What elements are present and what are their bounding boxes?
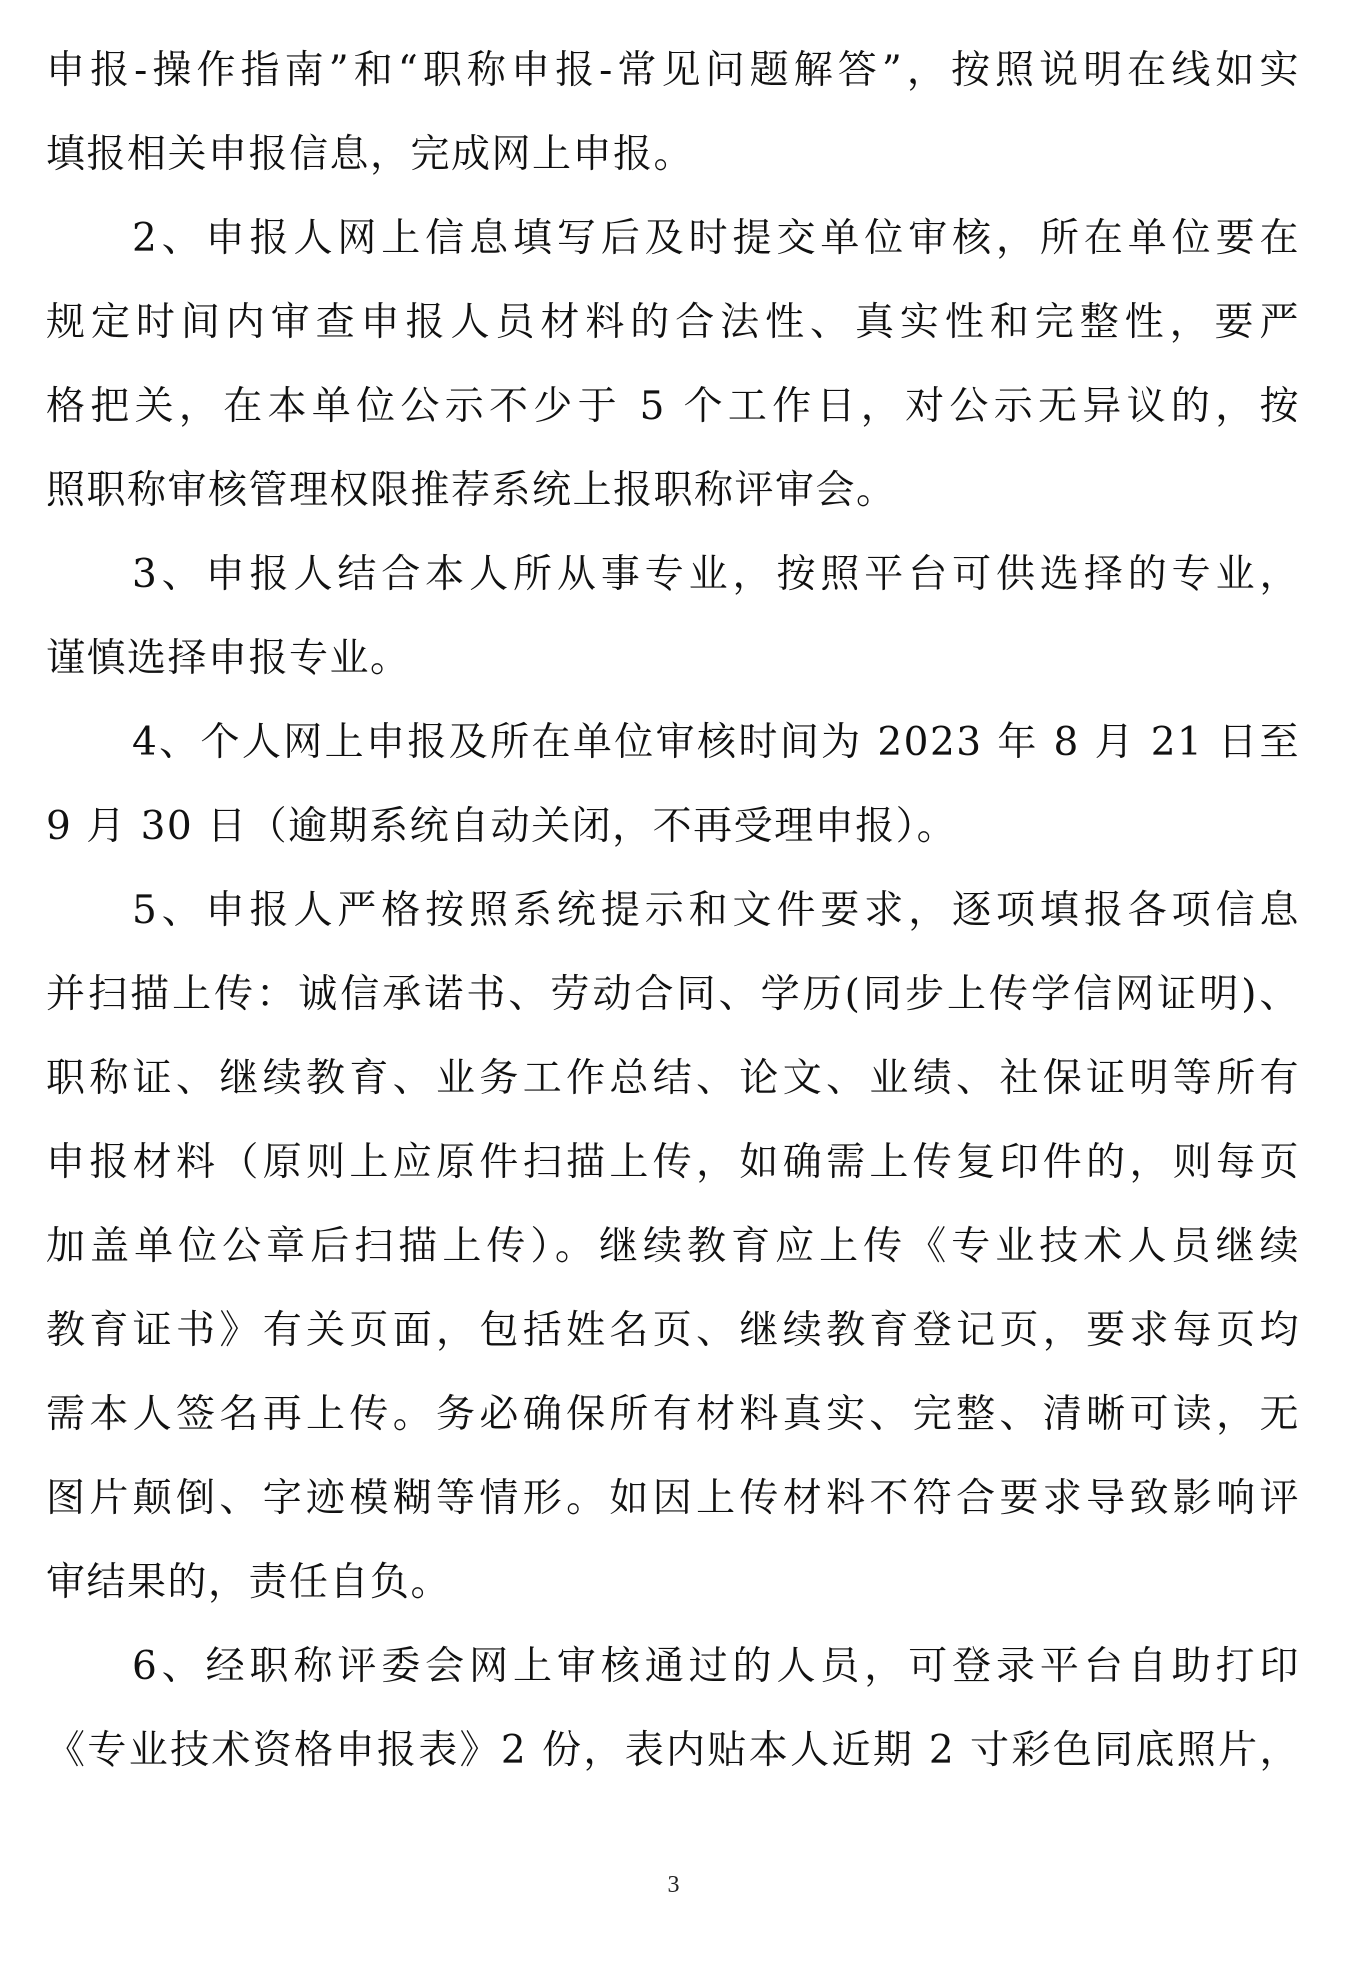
text-line: 职称证、继续教育、业务工作总结、论文、业绩、社保证明等所有 — [46, 1056, 1300, 1101]
text-line: 谨慎选择申报专业。 — [46, 636, 411, 681]
text-line: 需本人签名再上传。务必确保所有材料真实、完整、清晰可读，无 — [46, 1392, 1300, 1437]
text-line: 图片颠倒、字迹模糊等情形。如因上传材料不符合要求导致影响评 — [46, 1476, 1300, 1521]
text-line: 《专业技术资格申报表》2 份，表内贴本人近期 2 寸彩色同底照片， — [46, 1728, 1300, 1773]
paragraph-5-start: 5、申报人严格按照系统提示和文件要求，逐项填报各项信息 — [132, 888, 1300, 933]
text-line: 规定时间内审查申报人员材料的合法性、真实性和完整性，要严 — [46, 300, 1300, 345]
text-line: 加盖单位公章后扫描上传）。继续教育应上传《专业技术人员继续 — [46, 1224, 1300, 1269]
text-line: 9 月 30 日（逾期系统自动关闭，不再受理申报）。 — [46, 804, 958, 849]
page-number: 3 — [667, 1872, 680, 1898]
text-line: 审结果的，责任自负。 — [46, 1560, 452, 1605]
text-line: 照职称审核管理权限推荐系统上报职称评审会。 — [46, 468, 897, 513]
document-body — [46, 38, 1300, 1802]
paragraph-4-start: 4、个人网上申报及所在单位审核时间为 2023 年 8 月 21 日至 — [132, 720, 1300, 765]
text-line: 填报相关申报信息，完成网上申报。 — [46, 132, 695, 177]
paragraph-3-start: 3、申报人结合本人所从事专业，按照平台可供选择的专业， — [132, 552, 1300, 597]
paragraph-6-start: 6、经职称评委会网上审核通过的人员，可登录平台自助打印 — [132, 1644, 1300, 1689]
text-line: 申报-操作指南”和“职称申报-常见问题解答”，按照说明在线如实 — [46, 48, 1300, 93]
text-line: 并扫描上传：诚信承诺书、劳动合同、学历(同步上传学信网证明)、 — [46, 972, 1300, 1017]
text-line: 格把关，在本单位公示不少于 5 个工作日，对公示无异议的，按 — [46, 384, 1300, 429]
paragraph-2-start: 2、申报人网上信息填写后及时提交单位审核，所在单位要在 — [132, 216, 1300, 261]
text-line: 申报材料（原则上应原件扫描上传，如确需上传复印件的，则每页 — [46, 1140, 1300, 1185]
text-line: 教育证书》有关页面，包括姓名页、继续教育登记页，要求每页均 — [46, 1308, 1300, 1353]
